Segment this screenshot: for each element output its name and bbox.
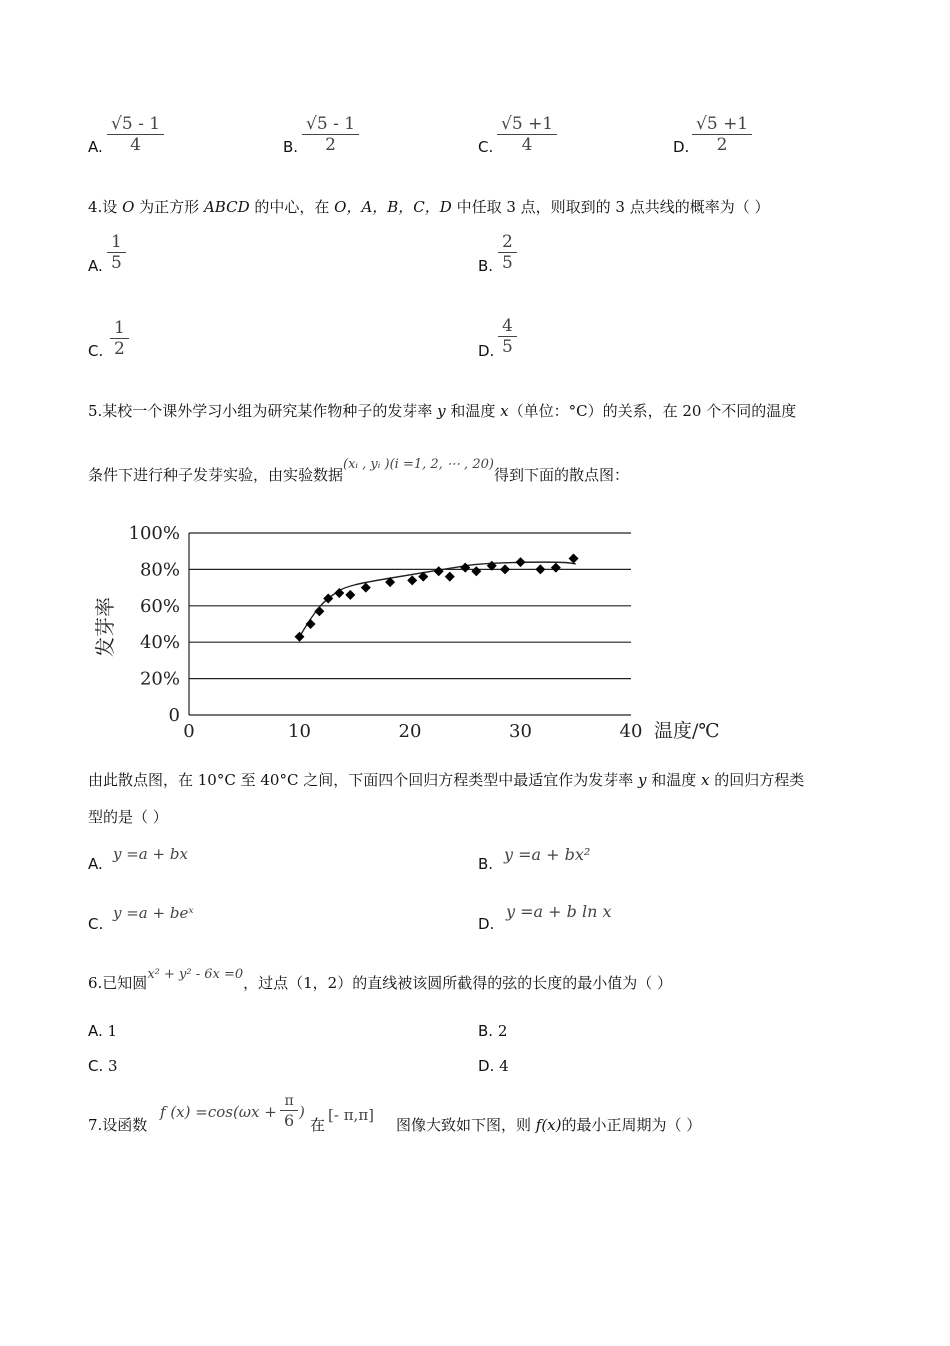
x-tick-label: 40 [619, 721, 643, 742]
q6-circle-equation: x² + y² - 6x =0 [147, 967, 244, 982]
q3-option-c-denominator: 4 [521, 135, 533, 155]
x-tick-label: 20 [398, 721, 422, 742]
sqrt-sign: √ [111, 114, 122, 134]
q3-option-a-letter: A. [88, 138, 103, 156]
data-point [345, 590, 355, 600]
q4-option-b-fraction[interactable]: 2 5 [498, 232, 517, 273]
data-point [516, 557, 526, 567]
q5-option-b-letter: B. [478, 855, 494, 873]
y-tick-label: 60% [139, 595, 180, 617]
q5-stem-line2: 条件下进行种子发芽实验，由实验数据(xᵢ , yᵢ )(i =1, 2, ⋯ , 20)得到下面的散点图： [88, 457, 629, 484]
data-point [295, 632, 305, 642]
q6-stem: 6.已知圆x² + y² - 6x =0，过点（1，2）的直线被该圆所截得的弦的长度的最小值为（ ） [88, 967, 672, 992]
q4-option-b-letter: B. [478, 257, 494, 275]
data-point [306, 619, 316, 629]
q3-option-a-fraction[interactable] [107, 114, 164, 155]
data-point [334, 588, 344, 598]
data-point [569, 553, 579, 563]
data-point [445, 572, 455, 582]
q6-option-a[interactable]: A. 1 [88, 1022, 118, 1040]
sqrt-sign: √ [696, 114, 707, 134]
q7-function-formula: f (x) =cos(ωx + [160, 1103, 277, 1121]
q3-option-d-denominator: 2 [716, 135, 728, 155]
x-axis-label: 温度/℃ [654, 720, 720, 742]
q4-option-a-fraction[interactable]: 1 5 [107, 232, 126, 273]
q3-option-c-letter: C. [478, 138, 494, 156]
y-tick-label: 100% [128, 523, 180, 544]
q3-option-d-fraction[interactable] [692, 114, 752, 155]
q5-question-line2: 型的是（ ） [88, 808, 168, 826]
x-tick-label: 10 [288, 721, 311, 742]
data-point [535, 564, 545, 574]
data-point [434, 566, 444, 576]
q3-option-a-denominator: 4 [130, 135, 141, 155]
y-tick-label: 20% [139, 668, 180, 690]
q6-option-b[interactable]: B. 2 [478, 1022, 508, 1040]
sqrt-sign: √ [501, 114, 512, 134]
q7-stem-in: 在 [310, 1116, 326, 1134]
q3-option-c-fraction[interactable] [497, 114, 557, 155]
data-point [471, 566, 481, 576]
q5-option-c-formula[interactable]: y =a + beˣ [113, 904, 194, 922]
q5-option-b-formula[interactable]: y =a + bx² [504, 845, 591, 864]
q6-option-d[interactable]: D. 4 [478, 1057, 509, 1075]
q4-option-c-letter: C. [88, 342, 104, 360]
q7-pi-over-six: π 6 [280, 1093, 298, 1130]
q5-stem-line1: 5.某校一个课外学习小组为研究某作物种子的发芽率 y 和温度 x（单位：°C）的关系，在 20 个不同的温度 [88, 402, 797, 420]
data-point [361, 583, 371, 593]
q3-option-b-fraction[interactable] [302, 114, 359, 155]
q3-option-d-numerator: 5 +1 [706, 114, 749, 134]
q5-data-formula: (xᵢ , yᵢ )(i =1, 2, ⋯ , 20) [343, 457, 494, 472]
sqrt-sign: √ [306, 114, 317, 134]
q5-question-line1: 由此散点图，在 10°C 至 40°C 之间，下面四个回归方程类型中最适宜作为发芽率 y 和温度 x 的回归方程类 [88, 771, 805, 789]
data-point [551, 563, 561, 573]
q4-option-d-fraction[interactable]: 4 5 [498, 316, 517, 357]
q7-closing-paren: ) [299, 1103, 305, 1121]
q5-option-a-letter: A. [88, 855, 103, 873]
germination-scatter-chart [80, 515, 760, 755]
q4-option-a-letter: A. [88, 257, 103, 275]
q5-option-d-letter: D. [478, 915, 495, 933]
q7-interval: [- π,π] [328, 1106, 375, 1124]
q5-option-d-formula[interactable]: y =a + b ln x [506, 902, 612, 921]
q5-option-a-formula[interactable]: y =a + bx [113, 845, 188, 863]
q3-option-b-letter: B. [283, 138, 299, 156]
q7-stem-post: 图像大致如下图，则 f(x)的最小正周期为（ ） [396, 1116, 702, 1134]
q3-option-d-letter: D. [673, 138, 690, 156]
q3-option-b-numerator: 5 - 1 [316, 114, 356, 134]
y-tick-label: 80% [139, 559, 180, 581]
y-tick-label: 0 [168, 705, 180, 726]
q4-option-c-fraction[interactable]: 1 2 [110, 318, 129, 359]
x-tick-label: 0 [183, 721, 195, 742]
q4-stem: 4.设 O 为正方形 ABCD 的中心，在 O，A，B，C，D 中任取 3 点，则取到的 3 点共线的概率为（ ） [88, 198, 770, 216]
data-point [500, 564, 510, 574]
y-tick-label: 40% [139, 632, 180, 654]
q6-option-c[interactable]: C. 3 [88, 1057, 118, 1075]
y-axis-label: 发芽率 [93, 597, 117, 657]
q3-option-c-numerator: 5 +1 [511, 114, 554, 134]
q3-option-a-numerator: 5 - 1 [121, 114, 161, 134]
q7-stem-pre: 7.设函数 [88, 1116, 148, 1134]
data-point [407, 575, 417, 585]
x-tick-label: 30 [509, 721, 532, 742]
q4-option-d-letter: D. [478, 342, 495, 360]
q3-option-b-denominator: 2 [325, 135, 336, 155]
data-point [314, 606, 324, 616]
data-point [460, 563, 470, 573]
q5-option-c-letter: C. [88, 915, 104, 933]
